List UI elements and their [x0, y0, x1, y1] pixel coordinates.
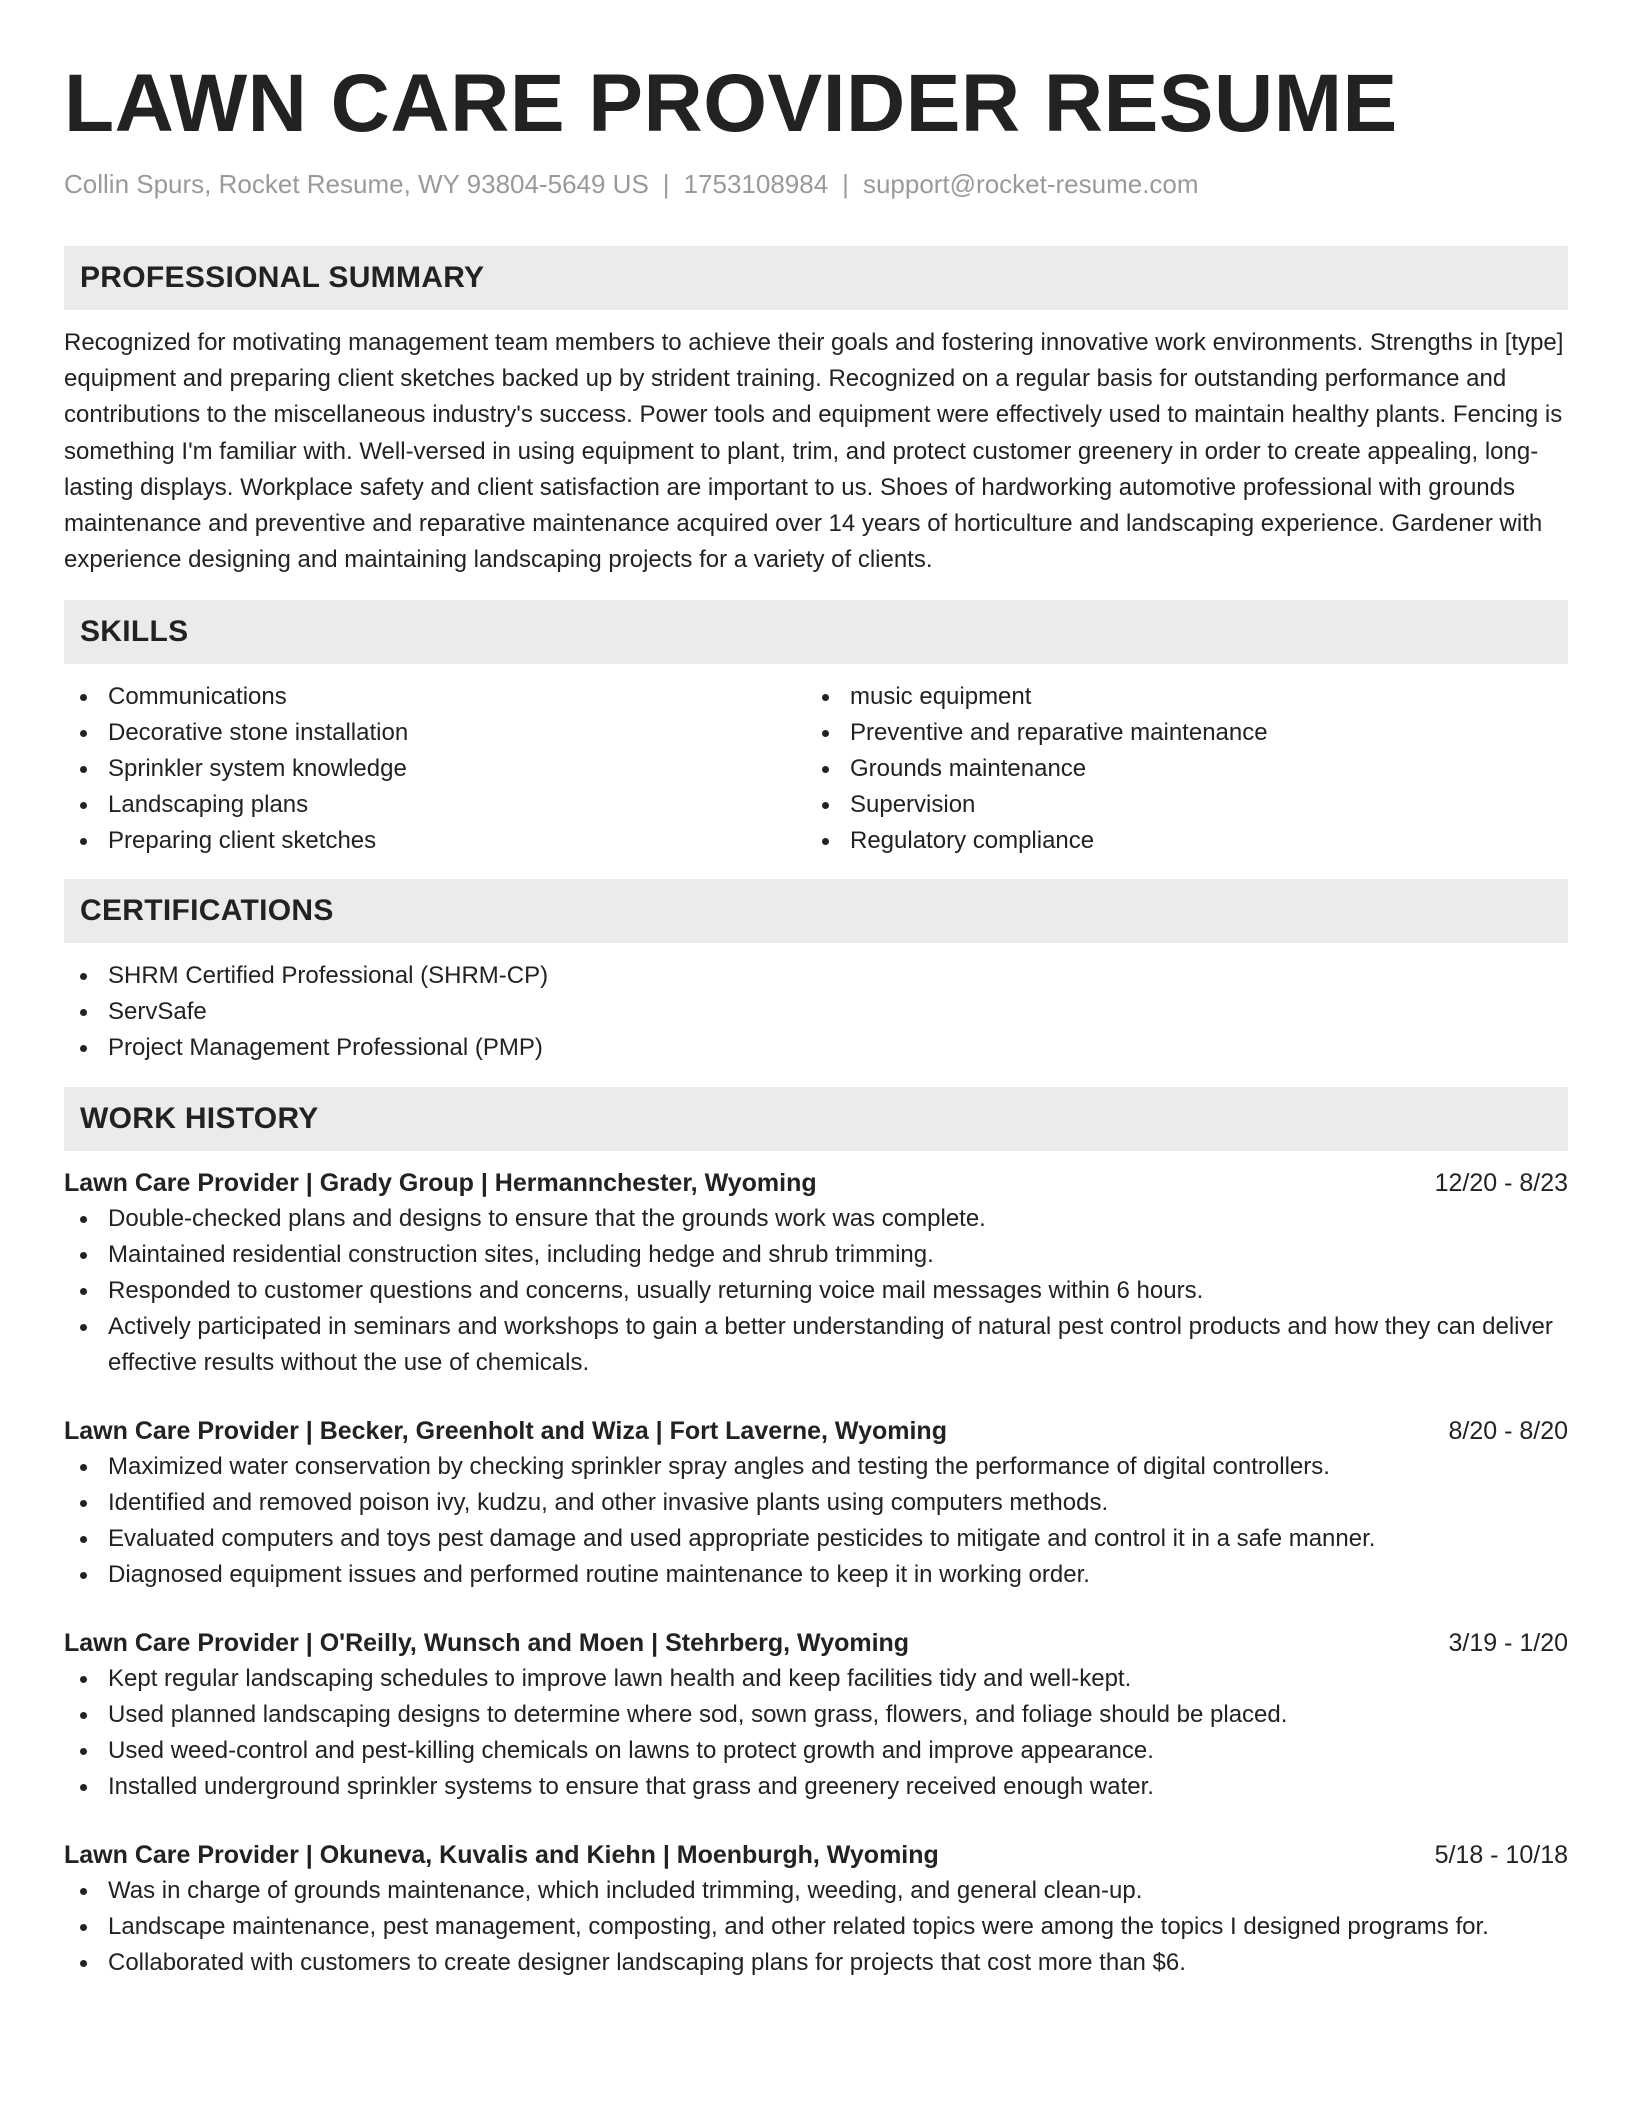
job-bullets [64, 1449, 1568, 1593]
skills-section-header [64, 600, 1568, 664]
job-title: Lawn Care Provider | O'Reilly, Wunsch and Moen | Stehrberg, Wyoming [64, 1629, 910, 1658]
certifications-section-header [64, 879, 1568, 943]
work-history-section-header [64, 1087, 1568, 1151]
skills-column-right [806, 679, 1548, 859]
job-bullet: Landscape maintenance, pest management, composting, and other related topics were among the topics I designed programs for. [64, 1909, 1568, 1945]
job-bullet: Maximized water conservation by checking sprinkler spray angles and testing the performance of digital controllers. [64, 1449, 1568, 1485]
certification-item: ServSafe [64, 994, 1568, 1030]
skill-item: Sprinkler system knowledge [64, 751, 806, 787]
job-bullet: Evaluated computers and toys pest damage and used appropriate pesticides to mitigate and control it in a safe manner. [64, 1521, 1568, 1557]
certifications-heading: CERTIFICATIONS [80, 894, 334, 928]
contact-phone: 1753108984 [683, 169, 829, 199]
resume-title: LAWN CARE PROVIDER RESUME [64, 58, 1398, 149]
job-title: Lawn Care Provider | Grady Group | Hermannchester, Wyoming [64, 1169, 817, 1198]
job-dates: 12/20 - 8/23 [1434, 1169, 1568, 1198]
job-header [64, 1837, 1568, 1873]
certification-item: SHRM Certified Professional (SHRM-CP) [64, 958, 1568, 994]
skills-list-left [64, 679, 806, 859]
job-bullet: Maintained residential construction sites, including hedge and shrub trimming. [64, 1237, 1568, 1273]
skill-item: Decorative stone installation [64, 715, 806, 751]
work-history-heading: WORK HISTORY [80, 1102, 319, 1136]
certification-item: Project Management Professional (PMP) [64, 1030, 1568, 1066]
skills-grid [64, 679, 1568, 859]
contact-separator: | [842, 169, 849, 199]
skills-heading: SKILLS [80, 615, 189, 649]
job-bullet: Actively participated in seminars and workshops to gain a better understanding of natural pest control products and how they can deliver effective results without the use of chemicals. [64, 1309, 1568, 1381]
summary-text: Recognized for motivating management team members to achieve their goals and fostering innovative work environments. Strengths in [type] equipment and preparing client sketches backed up by strident training. Recognized on a regular basis for outstanding performance and contributions to the miscellaneous industry's success. Power tools and equipment were effectively used to maintain healthy plants. Fencing is something I'm familiar with. Well-versed in using equipment to plant, trim, and protect customer greenery in order to create appealing, long-lasting displays. Workplace safety and client satisfaction are important to us. Shoes of hardworking automotive professional with grounds maintenance and preventive and reparative maintenance acquired over 14 years of horticulture and landscaping experience. Gardener with experience designing and maintaining landscaping projects for a variety of clients. [64, 329, 1564, 574]
job-entry [64, 1165, 1568, 1381]
summary-section-header [64, 246, 1568, 310]
job-dates: 8/20 - 8/20 [1448, 1417, 1568, 1446]
job-dates: 3/19 - 1/20 [1448, 1629, 1568, 1658]
skill-item: Communications [64, 679, 806, 715]
skill-item: Landscaping plans [64, 787, 806, 823]
job-bullet: Identified and removed poison ivy, kudzu, and other invasive plants using computers methods. [64, 1485, 1568, 1521]
job-dates: 5/18 - 10/18 [1434, 1841, 1568, 1870]
job-bullet: Responded to customer questions and concerns, usually returning voice mail messages within 6 hours. [64, 1273, 1568, 1309]
job-bullets [64, 1873, 1568, 1981]
job-bullet: Installed underground sprinkler systems to ensure that grass and greenery received enough water. [64, 1769, 1568, 1805]
skills-column-left [64, 679, 806, 859]
job-header [64, 1413, 1568, 1449]
certifications-list [64, 958, 1568, 1066]
job-bullet: Diagnosed equipment issues and performed routine maintenance to keep it in working order. [64, 1557, 1568, 1593]
summary-heading: PROFESSIONAL SUMMARY [80, 261, 485, 294]
job-title: Lawn Care Provider | Okuneva, Kuvalis and Kiehn | Moenburgh, Wyoming [64, 1841, 939, 1870]
job-bullet: Was in charge of grounds maintenance, which included trimming, weeding, and general clean-up. [64, 1873, 1568, 1909]
contact-address: Collin Spurs, Rocket Resume, WY 93804-5649 US [64, 169, 649, 199]
job-entry [64, 1413, 1568, 1593]
contact-separator: | [662, 169, 670, 199]
job-entry [64, 1837, 1568, 1981]
job-bullets [64, 1201, 1568, 1381]
contact-line [64, 167, 1568, 201]
skill-item: Preventive and reparative maintenance [806, 715, 1548, 751]
skill-item: Preparing client sketches [64, 823, 806, 859]
skill-item: Grounds maintenance [806, 751, 1548, 787]
contact-email[interactable]: support@rocket-resume.com [862, 169, 1199, 199]
skill-item: music equipment [806, 679, 1548, 715]
job-header [64, 1625, 1568, 1661]
job-title: Lawn Care Provider | Becker, Greenholt and Wiza | Fort Laverne, Wyoming [64, 1417, 947, 1446]
skill-item: Supervision [806, 787, 1548, 823]
job-bullet: Used weed-control and pest-killing chemicals on lawns to protect growth and improve appearance. [64, 1733, 1568, 1769]
job-bullet: Double-checked plans and designs to ensure that the grounds work was complete. [64, 1201, 1568, 1237]
skill-item: Regulatory compliance [806, 823, 1548, 859]
job-header [64, 1165, 1568, 1201]
skills-list-right [806, 679, 1548, 859]
job-bullets [64, 1661, 1568, 1805]
job-entry [64, 1625, 1568, 1805]
job-bullet: Collaborated with customers to create designer landscaping plans for projects that cost more than $6. [64, 1945, 1568, 1981]
job-bullet: Used planned landscaping designs to determine where sod, sown grass, flowers, and foliage should be placed. [64, 1697, 1568, 1733]
job-bullet: Kept regular landscaping schedules to improve lawn health and keep facilities tidy and well-kept. [64, 1661, 1568, 1697]
